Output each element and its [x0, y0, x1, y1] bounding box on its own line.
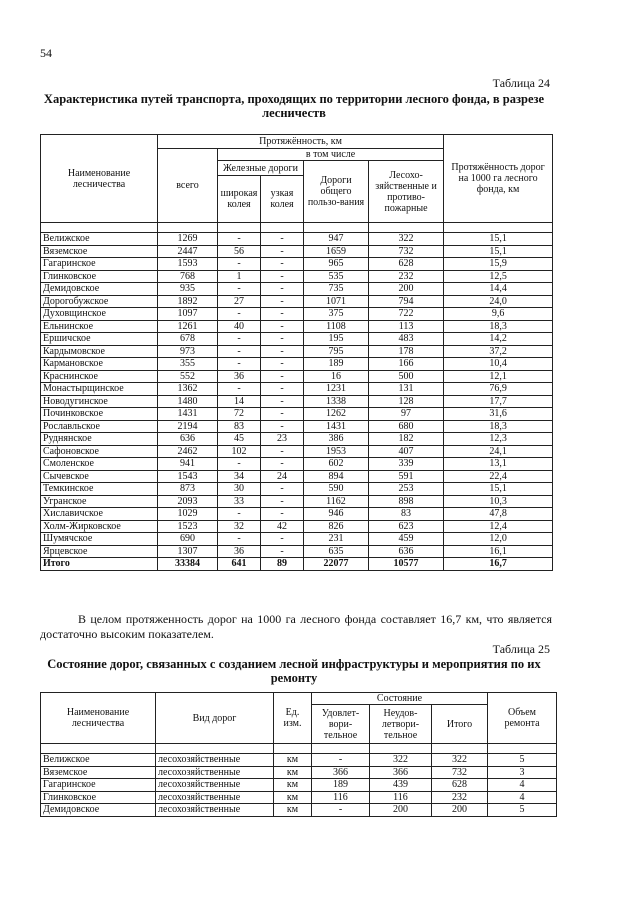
table-cell: 1431: [304, 420, 369, 433]
table-cell: 459: [369, 533, 444, 546]
table-cell: Сычевское: [41, 470, 158, 483]
table-cell: -: [261, 545, 304, 558]
t25-col-unsatisfactory-header: Неудов-летвори-тельное: [370, 705, 432, 744]
table-cell: -: [261, 383, 304, 396]
table-cell: Вяземское: [41, 245, 158, 258]
table-cell: -: [261, 283, 304, 296]
table-cell: 16: [304, 370, 369, 383]
table-cell: Гагаринское: [41, 258, 158, 271]
table-cell: 72: [218, 408, 261, 421]
table-row: [41, 270, 553, 283]
table-cell: Угранское: [41, 495, 158, 508]
table-cell: 1269: [158, 233, 218, 246]
table-cell: лесохозяйственные: [156, 804, 274, 817]
table-cell: 552: [158, 370, 218, 383]
table-cell: 795: [304, 345, 369, 358]
table-cell: 12,0: [444, 533, 553, 546]
table-cell: 24,0: [444, 295, 553, 308]
table-cell: -: [218, 345, 261, 358]
table-cell: 973: [158, 345, 218, 358]
table-cell: 31,6: [444, 408, 553, 421]
table-cell: Гагаринское: [41, 779, 156, 792]
table-cell: 24: [261, 470, 304, 483]
table-cell: 12,1: [444, 370, 553, 383]
table-cell: Новодугинское: [41, 395, 158, 408]
table-cell: 965: [304, 258, 369, 271]
table-cell: -: [261, 445, 304, 458]
table-cell: Глинковское: [41, 270, 158, 283]
table-cell: км: [274, 804, 312, 817]
table-cell: 322: [370, 754, 432, 767]
table-cell: 641: [218, 558, 261, 571]
col-broad-header: широкая колея: [218, 176, 261, 223]
table-cell: -: [261, 508, 304, 521]
table-cell: 535: [304, 270, 369, 283]
table-cell: 30: [218, 483, 261, 496]
table-cell: 195: [304, 333, 369, 346]
table-row: [41, 804, 557, 817]
table-cell: 13,1: [444, 458, 553, 471]
t25-col-sum-header: Итого: [432, 705, 488, 744]
table-cell: 339: [369, 458, 444, 471]
table-cell: 4: [488, 791, 557, 804]
table-cell: 1543: [158, 470, 218, 483]
t25-col-unit-header: Ед. изм.: [274, 693, 312, 744]
table-cell: 253: [369, 483, 444, 496]
table-cell: 1659: [304, 245, 369, 258]
table-cell: Демидовское: [41, 283, 158, 296]
table-cell: 1593: [158, 258, 218, 271]
table-cell: 366: [370, 766, 432, 779]
table-cell: 794: [369, 295, 444, 308]
table-cell: 83: [369, 508, 444, 521]
table-cell: 24,1: [444, 445, 553, 458]
table-row: [41, 470, 553, 483]
col-narrow-header: узкая колея: [261, 176, 304, 223]
table-cell: Темкинское: [41, 483, 158, 496]
table-cell: -: [261, 245, 304, 258]
table-cell: 500: [369, 370, 444, 383]
table-cell: Монастырщинское: [41, 383, 158, 396]
table-cell: 182: [369, 433, 444, 446]
table-row: [41, 295, 553, 308]
table-cell: 4: [488, 779, 557, 792]
table-cell: км: [274, 791, 312, 804]
table-cell: 1108: [304, 320, 369, 333]
table-row: [41, 445, 553, 458]
table-cell: 10,4: [444, 358, 553, 371]
table-cell: 189: [304, 358, 369, 371]
table-cell: 32: [218, 520, 261, 533]
table-cell: 18,3: [444, 320, 553, 333]
table-cell: 36: [218, 545, 261, 558]
table-cell: 10,3: [444, 495, 553, 508]
table-row: [41, 383, 553, 396]
table-cell: 1231: [304, 383, 369, 396]
table-cell: 200: [432, 804, 488, 817]
table-row: [41, 333, 553, 346]
table-cell: -: [261, 358, 304, 371]
table-cell: 36: [218, 370, 261, 383]
table-row: [41, 779, 557, 792]
table-cell: Руднянское: [41, 433, 158, 446]
table-cell: -: [218, 458, 261, 471]
table-cell: 10577: [369, 558, 444, 571]
table-cell: -: [261, 345, 304, 358]
road-condition-table: [40, 692, 557, 817]
table-row: [41, 508, 553, 521]
table-cell: 12,3: [444, 433, 553, 446]
table-cell: -: [261, 333, 304, 346]
summary-paragraph: В целом протяженность дорог на 1000 га лесного фонда составляет 16,7 км, что является достаточно высоким показателем.: [40, 612, 552, 641]
table-cell: 89: [261, 558, 304, 571]
table-row: [41, 408, 553, 421]
table-cell: 14: [218, 395, 261, 408]
col-public-header: Дороги общего пользо-вания: [304, 161, 369, 223]
table-cell: 1307: [158, 545, 218, 558]
table-cell: 15,1: [444, 483, 553, 496]
table-cell: Починковское: [41, 408, 158, 421]
table-24-title: Характеристика путей транспорта, проходящих по территории лесного фонда, в разрезе лесничеств: [43, 92, 545, 120]
table-cell: 2447: [158, 245, 218, 258]
table-cell: 483: [369, 333, 444, 346]
table-cell: 375: [304, 308, 369, 321]
table-cell: 1892: [158, 295, 218, 308]
table-cell: 894: [304, 470, 369, 483]
table-cell: 76,9: [444, 383, 553, 396]
table-cell: 590: [304, 483, 369, 496]
table-cell: 635: [304, 545, 369, 558]
table-row: [41, 766, 557, 779]
table-25-title: Состояние дорог, связанных с созданием лесной инфраструктуры и мероприятия по их ремонту: [47, 657, 541, 685]
table-25-label: Таблица 25: [492, 642, 550, 656]
table-cell: 636: [158, 433, 218, 446]
table-cell: 732: [432, 766, 488, 779]
table-cell: 231: [304, 533, 369, 546]
spacer-row: [41, 744, 557, 754]
table-cell: 2194: [158, 420, 218, 433]
table-cell: Смоленское: [41, 458, 158, 471]
table-cell: Ершичское: [41, 333, 158, 346]
table-cell: 97: [369, 408, 444, 421]
table-cell: 200: [369, 283, 444, 296]
table-cell: 56: [218, 245, 261, 258]
table-cell: 628: [369, 258, 444, 271]
table-cell: 33384: [158, 558, 218, 571]
table-cell: лесохозяйственные: [156, 754, 274, 767]
table-cell: 12,5: [444, 270, 553, 283]
table-cell: Холм-Жирковское: [41, 520, 158, 533]
table-cell: Итого: [41, 558, 158, 571]
table-cell: -: [218, 383, 261, 396]
t25-col-state-header: Состояние: [312, 693, 488, 705]
table-cell: -: [218, 333, 261, 346]
table-cell: 690: [158, 533, 218, 546]
table-row: [41, 545, 553, 558]
table-cell: -: [261, 395, 304, 408]
col-length-header: Протяжённость, км: [158, 135, 444, 149]
table-cell: 602: [304, 458, 369, 471]
table-cell: 946: [304, 508, 369, 521]
col-total-header: всего: [158, 149, 218, 223]
table-row: [41, 520, 553, 533]
table-cell: км: [274, 754, 312, 767]
table-cell: 1953: [304, 445, 369, 458]
table-cell: км: [274, 779, 312, 792]
table-cell: 22,4: [444, 470, 553, 483]
table-cell: Духовщинское: [41, 308, 158, 321]
table-cell: 1431: [158, 408, 218, 421]
table-cell: 941: [158, 458, 218, 471]
table-cell: 27: [218, 295, 261, 308]
table-row: [41, 558, 553, 571]
table-cell: -: [261, 495, 304, 508]
table-cell: -: [261, 408, 304, 421]
col-name-header: Наименование лесничества: [41, 135, 158, 223]
table-cell: 680: [369, 420, 444, 433]
table-cell: 22077: [304, 558, 369, 571]
table-row: [41, 458, 553, 471]
table-row: [41, 345, 553, 358]
table-cell: -: [218, 533, 261, 546]
table-cell: Кардымовское: [41, 345, 158, 358]
table-cell: 768: [158, 270, 218, 283]
table-cell: 37,2: [444, 345, 553, 358]
table-cell: -: [261, 308, 304, 321]
table-24-label: Таблица 24: [492, 76, 550, 90]
table-cell: 1071: [304, 295, 369, 308]
table-cell: 2462: [158, 445, 218, 458]
table-cell: 732: [369, 245, 444, 258]
table-cell: 1523: [158, 520, 218, 533]
table-cell: 636: [369, 545, 444, 558]
table-cell: 14,4: [444, 283, 553, 296]
table-cell: -: [218, 233, 261, 246]
table-cell: 407: [369, 445, 444, 458]
table-cell: 935: [158, 283, 218, 296]
table-cell: 14,2: [444, 333, 553, 346]
table-cell: 735: [304, 283, 369, 296]
table-cell: 34: [218, 470, 261, 483]
table-cell: 232: [369, 270, 444, 283]
col-forest-header: Лесохо-зяйственные и противо-пожарные: [369, 161, 444, 223]
table-cell: 2093: [158, 495, 218, 508]
table-cell: -: [261, 420, 304, 433]
table-cell: Дорогобужское: [41, 295, 158, 308]
table-cell: 322: [369, 233, 444, 246]
table-cell: 355: [158, 358, 218, 371]
table-cell: 386: [304, 433, 369, 446]
table-cell: 947: [304, 233, 369, 246]
table-row: [41, 483, 553, 496]
table-row: [41, 283, 553, 296]
table-cell: -: [218, 283, 261, 296]
table-cell: 18,3: [444, 420, 553, 433]
col-incl-header: в том числе: [218, 149, 444, 161]
table-cell: -: [218, 358, 261, 371]
table-cell: 113: [369, 320, 444, 333]
table-cell: Демидовское: [41, 804, 156, 817]
table-cell: -: [261, 458, 304, 471]
table-cell: 40: [218, 320, 261, 333]
table-cell: Вяземское: [41, 766, 156, 779]
table-cell: -: [261, 320, 304, 333]
table-cell: Кармановское: [41, 358, 158, 371]
table-cell: 178: [369, 345, 444, 358]
col-railways-header: Железные дороги: [218, 161, 304, 176]
table-cell: -: [261, 258, 304, 271]
table-cell: 628: [432, 779, 488, 792]
table-cell: 12,4: [444, 520, 553, 533]
table-cell: 17,7: [444, 395, 553, 408]
table-cell: 1261: [158, 320, 218, 333]
table-cell: 45: [218, 433, 261, 446]
col-density-header: Протяжённость дорог на 1000 га лесного фонда, км: [444, 135, 553, 223]
table-cell: 1162: [304, 495, 369, 508]
t25-col-name-header: Наименование лесничества: [41, 693, 156, 744]
table-cell: -: [261, 483, 304, 496]
table-cell: Краснинское: [41, 370, 158, 383]
table-cell: 678: [158, 333, 218, 346]
table-cell: Рославльское: [41, 420, 158, 433]
table-cell: Шумячское: [41, 533, 158, 546]
table-cell: -: [312, 804, 370, 817]
table-cell: лесохозяйственные: [156, 779, 274, 792]
table-row: [41, 754, 557, 767]
t25-col-type-header: Вид дорог: [156, 693, 274, 744]
table-cell: 42: [261, 520, 304, 533]
table-cell: -: [261, 295, 304, 308]
table-cell: 33: [218, 495, 261, 508]
t25-col-repair-header: Объем ремонта: [488, 693, 557, 744]
table-cell: 591: [369, 470, 444, 483]
table-cell: -: [261, 533, 304, 546]
table-cell: Велижское: [41, 233, 158, 246]
table-cell: 366: [312, 766, 370, 779]
spacer-row: [41, 223, 553, 233]
table-row: [41, 370, 553, 383]
table-cell: -: [218, 258, 261, 271]
table-cell: 898: [369, 495, 444, 508]
table-cell: 3: [488, 766, 557, 779]
table-cell: 102: [218, 445, 261, 458]
table-row: [41, 420, 553, 433]
table-row: [41, 308, 553, 321]
table-cell: 116: [312, 791, 370, 804]
table-row: [41, 495, 553, 508]
table-cell: 23: [261, 433, 304, 446]
table-cell: 83: [218, 420, 261, 433]
table-cell: 131: [369, 383, 444, 396]
table-cell: 1362: [158, 383, 218, 396]
table-row: [41, 258, 553, 271]
table-cell: 47,8: [444, 508, 553, 521]
table-cell: 1338: [304, 395, 369, 408]
table-cell: км: [274, 766, 312, 779]
table-cell: -: [261, 233, 304, 246]
table-cell: -: [218, 308, 261, 321]
table-row: [41, 533, 553, 546]
table-cell: 166: [369, 358, 444, 371]
t25-col-satisfactory-header: Удовлет-вори-тельное: [312, 705, 370, 744]
table-cell: 1: [218, 270, 261, 283]
table-cell: 189: [312, 779, 370, 792]
table-cell: 16,7: [444, 558, 553, 571]
page-number: 54: [40, 46, 52, 60]
table-cell: -: [218, 508, 261, 521]
table-cell: Велижское: [41, 754, 156, 767]
table-cell: 1097: [158, 308, 218, 321]
table-cell: 1262: [304, 408, 369, 421]
table-cell: 623: [369, 520, 444, 533]
table-cell: 5: [488, 754, 557, 767]
table-row: [41, 233, 553, 246]
transport-routes-table: [40, 134, 553, 571]
table-cell: Глинковское: [41, 791, 156, 804]
table-cell: 15,9: [444, 258, 553, 271]
table-cell: -: [261, 370, 304, 383]
table-cell: 15,1: [444, 245, 553, 258]
table-cell: 873: [158, 483, 218, 496]
table-cell: 15,1: [444, 233, 553, 246]
table-cell: Ельнинское: [41, 320, 158, 333]
table-cell: Ярцевское: [41, 545, 158, 558]
table-cell: 439: [370, 779, 432, 792]
table-cell: 200: [370, 804, 432, 817]
table-row: [41, 791, 557, 804]
table-cell: 5: [488, 804, 557, 817]
table-cell: -: [312, 754, 370, 767]
table-row: [41, 358, 553, 371]
table-cell: 1480: [158, 395, 218, 408]
table-row: [41, 433, 553, 446]
table-cell: 116: [370, 791, 432, 804]
table-cell: 128: [369, 395, 444, 408]
table-cell: 9,6: [444, 308, 553, 321]
table-cell: 826: [304, 520, 369, 533]
table-cell: лесохозяйственные: [156, 791, 274, 804]
table-cell: Хиславичское: [41, 508, 158, 521]
table-row: [41, 395, 553, 408]
table-cell: Сафоновское: [41, 445, 158, 458]
table-row: [41, 245, 553, 258]
table-cell: 722: [369, 308, 444, 321]
table-cell: 322: [432, 754, 488, 767]
table-cell: 232: [432, 791, 488, 804]
table-cell: -: [261, 270, 304, 283]
table-row: [41, 320, 553, 333]
table-cell: 1029: [158, 508, 218, 521]
table-cell: 16,1: [444, 545, 553, 558]
table-cell: лесохозяйственные: [156, 766, 274, 779]
